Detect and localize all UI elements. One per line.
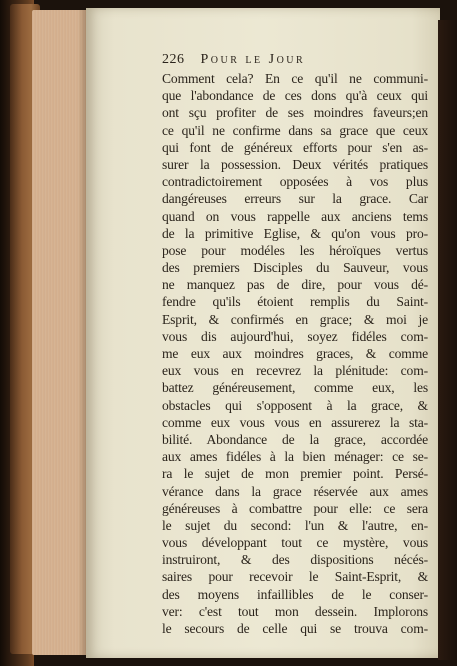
text-line: le sujet du second: l'un & l'autre, en- bbox=[162, 517, 428, 533]
page-text-block bbox=[162, 52, 428, 637]
text-line: dangéreuses erreurs sur la grace. Car bbox=[162, 191, 428, 207]
text-line: ver: c'est tout mon dessein. Implorons bbox=[162, 603, 428, 619]
facing-page-edge bbox=[438, 20, 457, 660]
text-line: Comment cela? En ce qu'il ne communi- bbox=[162, 71, 428, 86]
text-line: bilité. Abondance de la grace, accordée bbox=[162, 431, 428, 447]
text-line: me eux aux moindres graces, & comme bbox=[162, 346, 428, 361]
text-line: quand on vous rappelle aux anciens tems bbox=[162, 208, 428, 224]
text-line: vérance dans la grace réservée aux ames bbox=[162, 483, 428, 499]
page-stack-edge bbox=[32, 10, 88, 655]
text-line: obstacles qui s'opposent à la grace, & bbox=[162, 397, 428, 413]
text-line: ne manquez pas de dire, pour vous dé- bbox=[162, 277, 428, 293]
text-line: des moyens infaillibles de le conser- bbox=[162, 586, 428, 602]
text-line: ra le sujet de mon premier point. Persé- bbox=[162, 466, 428, 482]
text-line: généreuses à combattre pour elle: ce sera bbox=[162, 500, 428, 516]
text-line: de la primitive Eglise, & qu'on vous pro- bbox=[162, 225, 428, 241]
text-line: vous développant tout ce mystère, vous bbox=[162, 535, 428, 551]
text-line: ont sçu profiter de ses moindres faveurs;en bbox=[162, 105, 428, 121]
text-line: comme eux vous vous en assurerez la sta- bbox=[162, 414, 428, 430]
page-number: 226 bbox=[162, 52, 185, 67]
text-line: saires pour recevoir le Saint-Esprit, & bbox=[162, 569, 428, 585]
text-line: surer la possession. Deux vérités pratiques bbox=[162, 156, 428, 172]
text-line: vous dis aujourd'hui, soyez fidéles com- bbox=[162, 328, 428, 344]
running-head bbox=[162, 52, 428, 70]
text-line: qui font de généreux efforts pour s'en as- bbox=[162, 139, 428, 155]
text-line: instruiront, & des dispositions nécés- bbox=[162, 552, 428, 568]
text-line: fendre qu'ils étoient remplis du Saint- bbox=[162, 294, 428, 310]
text-line: pose pour modéles les héroïques vertus bbox=[162, 242, 428, 258]
text-line: Esprit, & confirmés en grace; & moi je bbox=[162, 311, 428, 327]
text-line: le secours de celle qui se trouva com- bbox=[162, 621, 428, 636]
text-line: contradictoirement opposées à vos plus bbox=[162, 174, 428, 190]
text-line: des premiers Disciples du Sauveur, vous bbox=[162, 260, 428, 276]
running-title: Pour le Jour bbox=[200, 52, 306, 67]
text-line: eux vous en recevrez la plénitude: com- bbox=[162, 363, 428, 379]
text-line: aux ames fidéles à la bien ménager: ce se- bbox=[162, 449, 428, 465]
text-line: ce qu'il ne confirme dans sa grace que ceux bbox=[162, 122, 428, 138]
text-line: que l'abondance de ces dons qu'à ceux qui bbox=[162, 88, 428, 104]
text-line: battez généreusement, comme eux, les bbox=[162, 380, 428, 396]
